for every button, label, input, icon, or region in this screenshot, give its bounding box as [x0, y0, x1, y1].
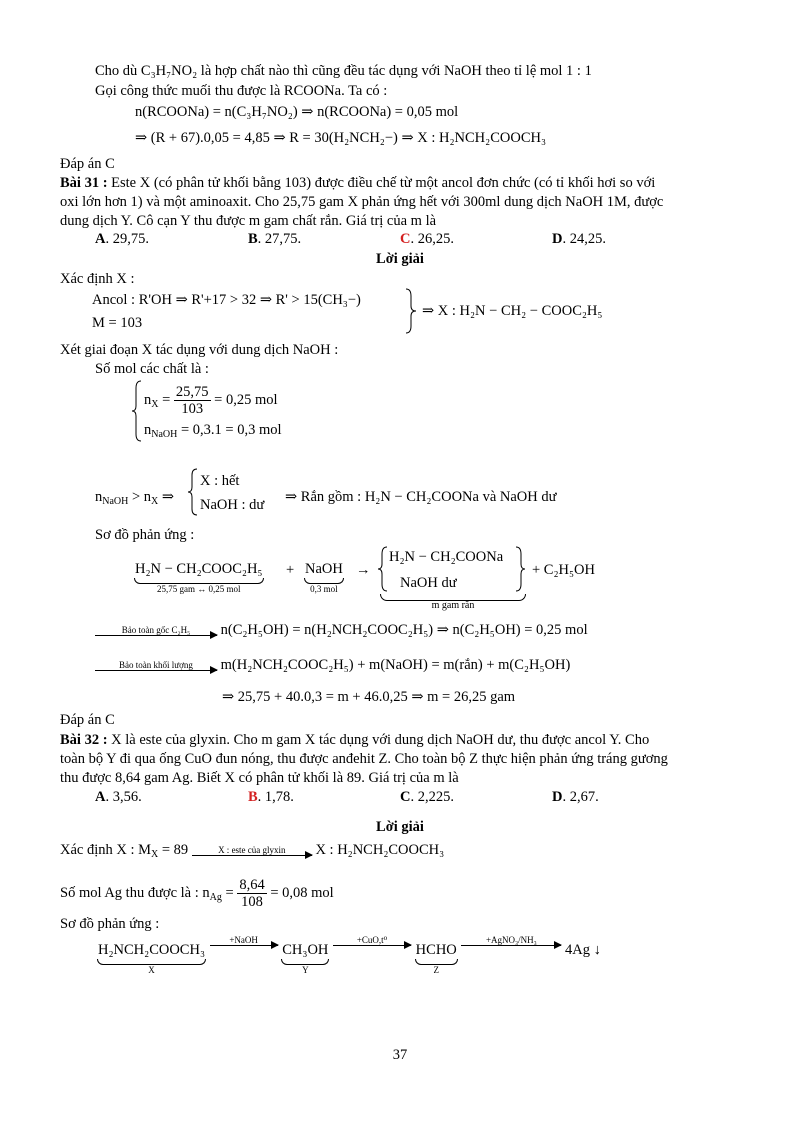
chain-x: H₂NCH₂COOCH₃ — [98, 942, 206, 958]
arrow-label: +CuO,t⁰ — [356, 935, 388, 946]
naoh-formula: NaOH — [305, 561, 343, 577]
option-key: C — [400, 789, 411, 805]
page-number: 37 — [392, 1047, 408, 1063]
fraction — [237, 877, 266, 910]
text-line: Xác định X : — [60, 271, 135, 287]
arrow-label: Bảo toàn khối lượng — [119, 660, 193, 671]
text-line: Sơ đồ phản ứng : — [95, 527, 195, 543]
problem-text: dung dịch Y. Cô cạn Y thu được m gam chất rắn. Giá trị của m là — [60, 213, 437, 229]
problem-text-part: Este X (có phân tử khối bằng 103) được điều chế từ một ancol đơn chức (có tỉ khối hơi so với — [107, 175, 656, 191]
arrow-label: +NaOH — [229, 935, 258, 946]
option-value: . 26,25. — [410, 231, 454, 247]
solution-title: Lời giải — [376, 251, 424, 267]
option-value: . 2,225. — [410, 789, 454, 805]
equation: n(RCOONa) = n(C₃H₇NO₂) ⇒ n(RCOONa) = 0,05 mol — [135, 104, 459, 120]
chain-x-label: X — [148, 965, 155, 975]
option-value: . 27,75. — [257, 231, 302, 247]
text-line: Số mol các chất là : — [95, 361, 209, 377]
arrow-label: Bảo toàn gốc C₂H₅ — [121, 625, 191, 636]
equation: $n_X$ = $\frac{25,75}{103}$ = 0,25 mol — [144, 384, 278, 417]
problem-text — [60, 174, 655, 192]
option-key-correct: B — [248, 789, 258, 805]
problem-label: Bài 31 : — [60, 175, 108, 191]
option-b — [248, 231, 301, 248]
fraction — [174, 384, 211, 417]
equation-part: = 0,25 mol — [214, 391, 278, 408]
option-value: . 3,56. — [105, 789, 142, 805]
chain-y-label: Y — [302, 965, 309, 975]
equation: $n_{NaOH} > n_X$ ⇒ — [95, 489, 175, 507]
problem-text: oxi lớn hơn 1) và một aminoaxit. Cho 25,75 gam X phản ứng hết với 300ml dung dịch NaOH 1M, được — [60, 194, 664, 210]
fraction-denominator: 108 — [241, 894, 263, 910]
problem-text: thu được 8,64 gam Ag. Biết X có phân tử khối là 89. Giá trị của m là — [60, 770, 459, 786]
equation: n(C₂H₅OH) = n(H₂NCH₂COOC₂H₅) ⇒ n(C₂H₅OH) = 0,25 mol — [220, 622, 588, 639]
option-key: A — [95, 231, 106, 247]
option-d — [552, 789, 599, 806]
option-key: D — [552, 789, 563, 805]
arrow-icon: → — [356, 562, 371, 578]
conservation-line — [95, 622, 588, 639]
option-value: . 24,25. — [562, 231, 606, 247]
option-value: . 1,78. — [257, 789, 294, 805]
chain-z: HCHO — [415, 942, 457, 958]
option-value: . 29,75. — [105, 231, 149, 247]
equation: ⇒ (R + 67).0,05 = 4,85 ⇒ R = 30(H₂NCH₂−) ⇒ X : H₂NCH₂COOCH₃ — [135, 130, 547, 146]
option-key-correct: C — [400, 231, 411, 247]
product-formula: H₂N − CH₂COONa — [389, 549, 504, 565]
option-a — [95, 789, 142, 806]
answer-line: Đáp án C — [60, 156, 115, 172]
solution-title: Lời giải — [376, 819, 424, 835]
equation: ⇒ X : H₂N − CH₂ − COOC₂H₅ — [422, 303, 603, 319]
product-formula: + C₂H₅OH — [532, 562, 595, 578]
option-c — [400, 231, 454, 248]
reactant-label: 25,75 gam ↔ 0,25 mol — [157, 584, 241, 594]
equation-part: X : hết — [200, 473, 240, 489]
equation-part: = 0,3.1 = 0,3 mol — [180, 422, 282, 438]
fraction-numerator: 8,64 — [239, 877, 265, 893]
option-a — [95, 231, 149, 248]
naoh-label: 0,3 mol — [310, 584, 338, 594]
equation-line: Số mol Ag thu được là : $n_{Ag}$ = $\frac{8,64}{108}$ = 0,08 mol — [60, 877, 334, 910]
chain-product: 4Ag ↓ — [565, 942, 601, 958]
fraction-denominator: 103 — [181, 401, 204, 417]
equation-part: = 0,08 mol — [270, 884, 334, 901]
problem-text-part: X là este của glyxin. Cho m gam X tác dụng với dung dịch NaOH dư, thu được ancol Y. Cho — [107, 732, 650, 748]
equation-part: ⇒ Rắn gồm : H₂N − CH₂COONa và NaOH dư — [285, 489, 557, 505]
left-brace — [188, 468, 198, 516]
problem-label: Bài 32 : — [60, 732, 108, 748]
option-d — [552, 231, 606, 248]
conservation-line — [95, 657, 570, 674]
option-key: A — [95, 789, 106, 805]
fraction-numerator: 25,75 — [175, 384, 209, 400]
arrow-label: X : este của glyxin — [218, 845, 286, 856]
product-label: m gam rắn — [431, 600, 475, 611]
option-value: . 2,67. — [562, 789, 599, 805]
reactant-formula: H₂N − CH₂COOC₂H₅ — [135, 561, 263, 577]
text-line: Cho dù C₃H₇NO₂ là hợp chất nào thì cũng đều tác dụng với NaOH theo tỉ lệ mol 1 : 1 — [95, 63, 592, 79]
problem-text: toàn bộ Y đi qua ống CuO đun nóng, thu được anđehit Z. Cho toàn bộ Z thực hiện phản ứng tráng gương — [60, 751, 668, 767]
equation: M = 103 — [92, 315, 143, 331]
answer-line: Đáp án C — [60, 712, 115, 728]
text-line: Gọi công thức muối thu được là RCOONa. Ta có : — [95, 83, 388, 99]
equation: Ancol : R'OH ⇒ R'+17 > 32 ⇒ R' > 15(CH₃−) — [92, 292, 361, 308]
equation: X : H₂NCH₂COOCH₃ — [315, 842, 445, 859]
option-key: B — [248, 231, 258, 247]
equation: $n_{NaOH} = 0,3.1 = 0,3$ mol — [144, 422, 282, 440]
product-formula: NaOH dư — [400, 575, 457, 591]
left-brace — [132, 380, 142, 442]
plus-sign: + — [286, 562, 295, 578]
option-b — [248, 789, 294, 806]
arrow-label: +AgNO₃/NH₃ — [485, 935, 537, 946]
equation-part: NaOH : dư — [200, 497, 265, 513]
equation: m(H₂NCH₂COOC₂H₅) + m(NaOH) = m(rắn) + m(C₂H₅OH) — [220, 657, 571, 674]
option-key: D — [552, 231, 563, 247]
option-c — [400, 789, 454, 806]
text-line: Xét giai đoạn X tác dụng với dung dịch NaOH : — [60, 342, 339, 358]
equation: ⇒ 25,75 + 40.0,3 = m + 46.0,25 ⇒ m = 26,25 gam — [222, 689, 516, 705]
reaction-chain — [97, 935, 601, 976]
chain-y: CH₃OH — [282, 942, 329, 958]
chain-z-label: Z — [433, 965, 439, 975]
right-brace — [404, 288, 418, 334]
reaction-naoh — [304, 561, 344, 595]
reaction-reactant — [134, 561, 264, 595]
problem-text — [60, 731, 649, 749]
equation-line: Xác định X : $M_X = 89$ X : este của glyxin X : H₂NCH₂COOCH₃ — [60, 842, 445, 861]
text-line: Sơ đồ phản ứng : — [60, 916, 160, 932]
